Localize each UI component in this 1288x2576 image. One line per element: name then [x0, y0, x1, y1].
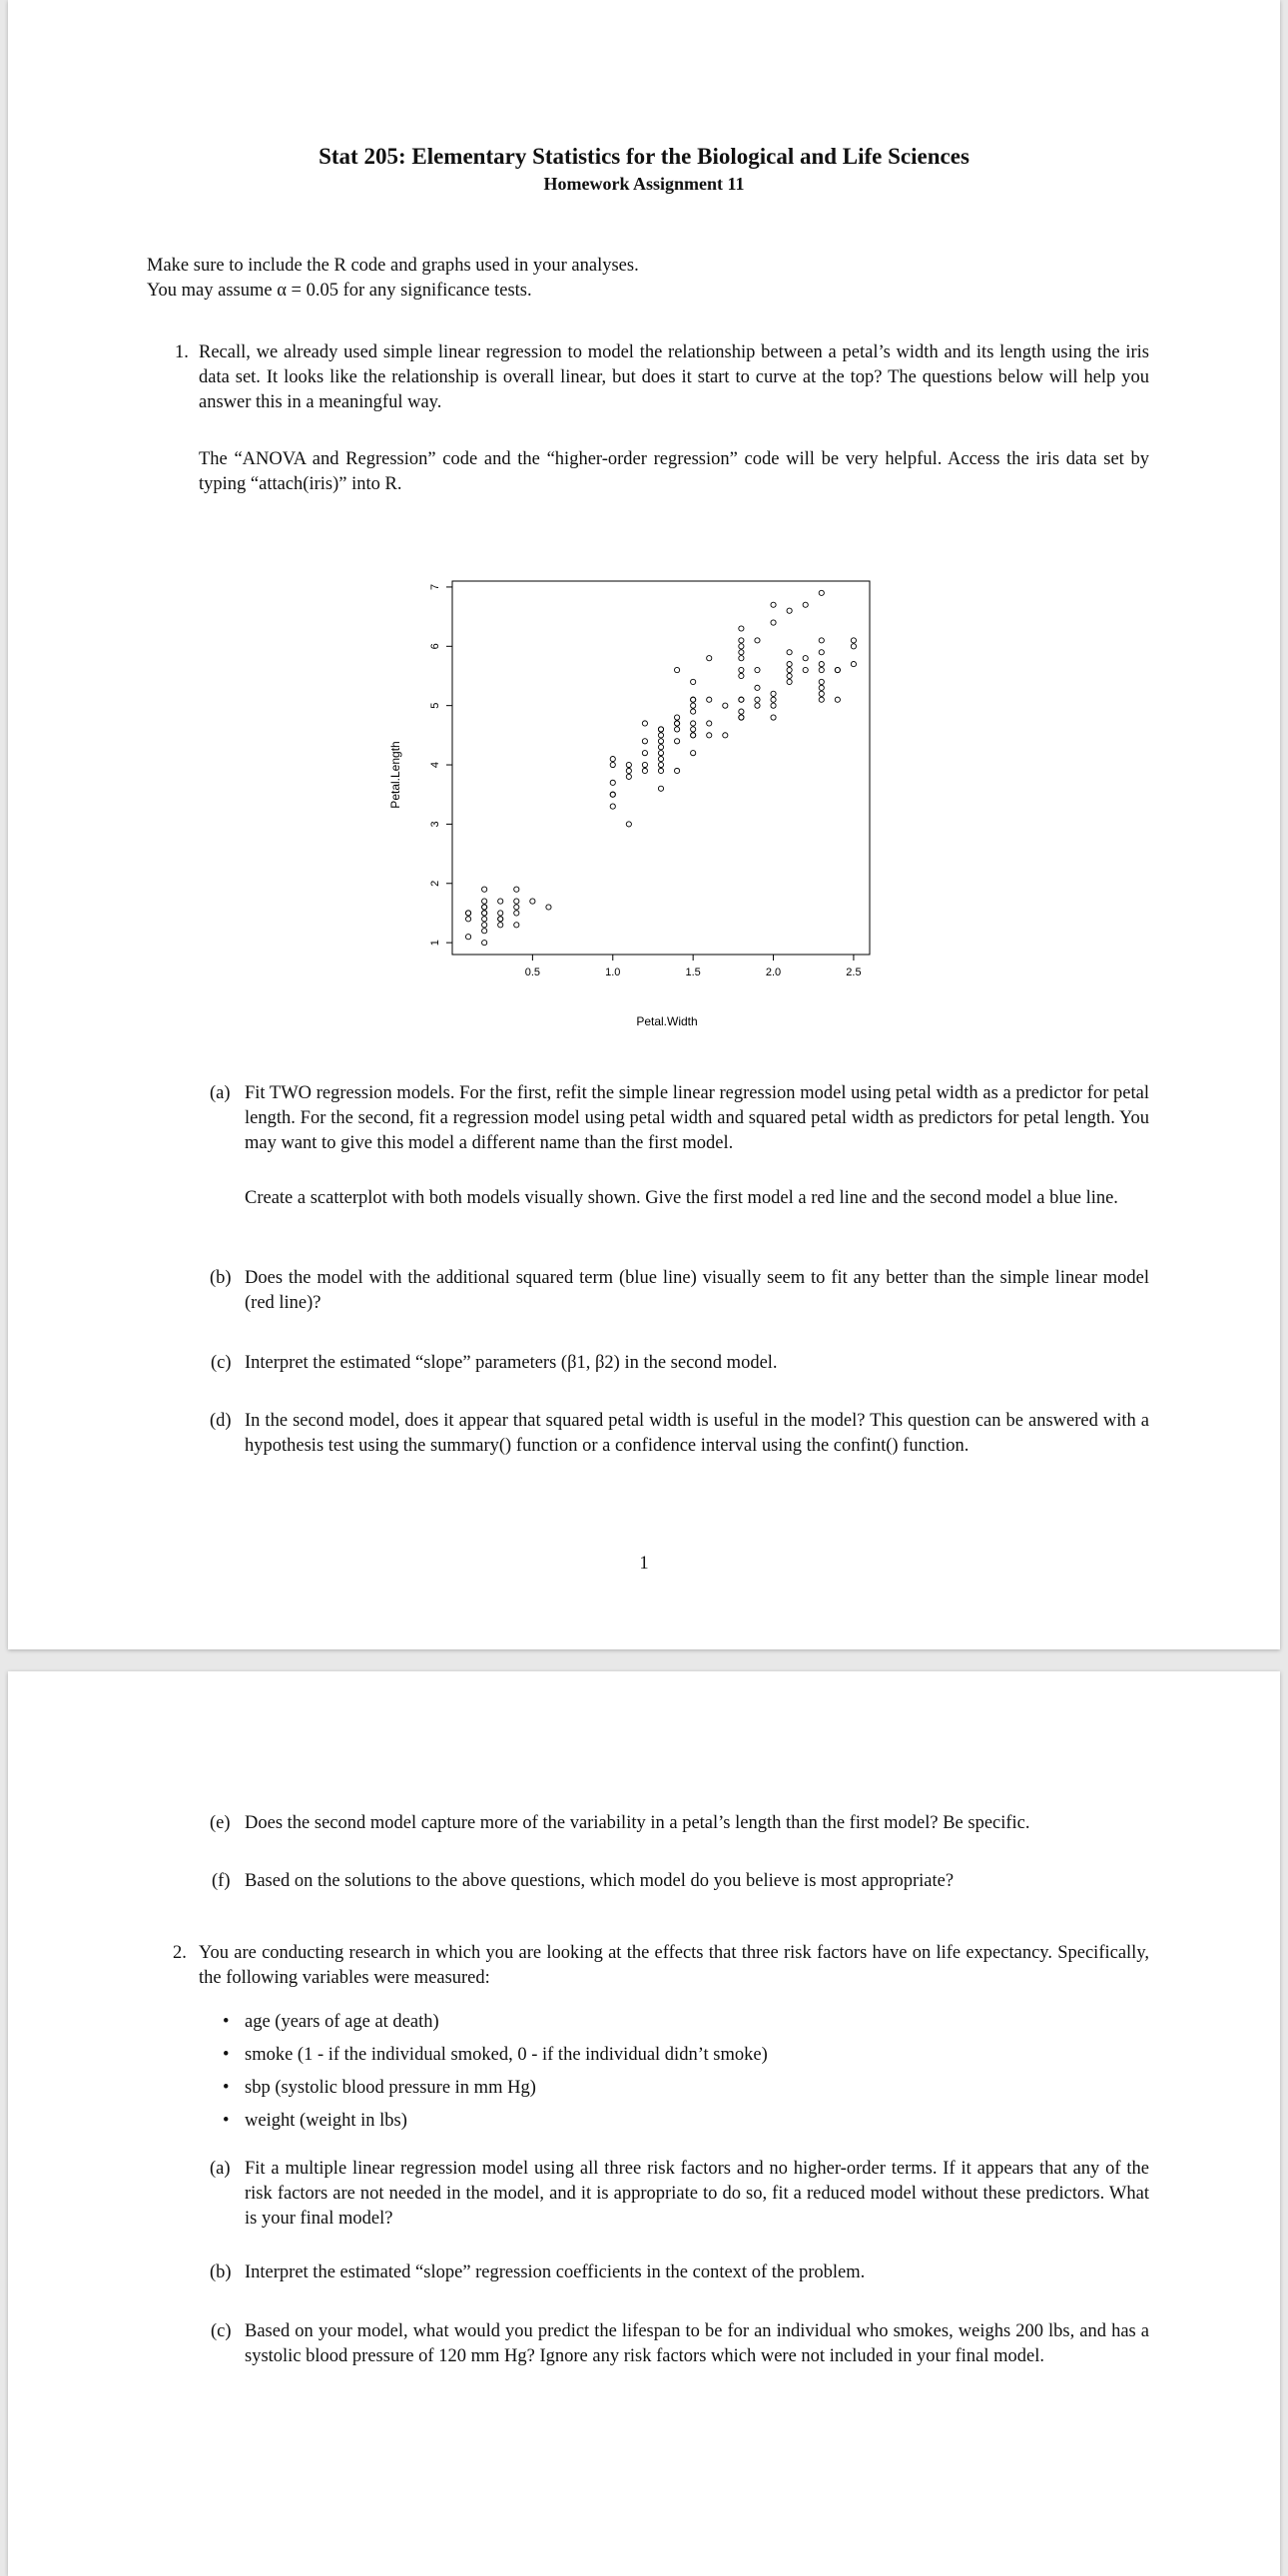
data-point: [723, 703, 728, 708]
data-point: [514, 887, 519, 892]
data-point: [739, 709, 744, 714]
data-point: [755, 685, 760, 690]
data-point: [674, 739, 679, 744]
question-1-instructions: The “ANOVA and Regression” code and the “higher-order regression” code will be very helpful. Access the iris data set by typing “attach(iris)” into R.: [199, 449, 1149, 494]
data-point: [482, 917, 487, 922]
data-point: [739, 650, 744, 655]
data-point: [739, 697, 744, 702]
y-tick-label: 2: [429, 880, 441, 887]
data-point: [658, 745, 663, 750]
q1-part-a-text: Fit TWO regression models. For the first, refit the simple linear regression model using petal width as a predictor for petal length. For the second, fit a regression model using petal width and squared petal width as predictors for petal length. You may want to give this model a different name than the first model.: [245, 1083, 1149, 1153]
data-point: [691, 709, 696, 714]
data-point: [771, 691, 776, 696]
data-point: [819, 685, 824, 690]
data-point: [514, 911, 519, 916]
data-point: [691, 727, 696, 732]
bullet-dot: •: [223, 2012, 230, 2032]
data-point: [819, 667, 824, 672]
data-point: [851, 644, 856, 649]
document-title: Stat 205: Elementary Statistics for the Biological and Life Sciences: [319, 144, 969, 169]
data-point: [739, 715, 744, 720]
q1-part-f-label: (f): [212, 1871, 231, 1891]
x-tick-label: 2.0: [765, 966, 782, 978]
data-point: [610, 780, 615, 785]
intro-line-2: You may assume α = 0.05 for any significance tests.: [147, 281, 532, 301]
bullet-dot: •: [223, 2111, 230, 2131]
data-point: [771, 697, 776, 702]
intro-line-1: Make sure to include the R code and graphs used in your analyses.: [147, 256, 639, 276]
data-point: [755, 667, 760, 672]
q2-part-a-label: (a): [210, 2159, 231, 2179]
page-number: 1: [639, 1554, 649, 1574]
data-point: [465, 917, 470, 922]
data-point: [482, 923, 487, 928]
data-point: [514, 905, 519, 910]
q1-part-b-text: Does the model with the additional squared term (blue line) visually seem to fit any better than the simple linear model (red line)?: [245, 1268, 1149, 1313]
data-point: [482, 887, 487, 892]
data-point: [626, 762, 631, 767]
data-point: [530, 899, 535, 904]
y-tick-label: 1: [429, 940, 441, 947]
data-point: [482, 941, 487, 946]
data-point: [835, 697, 840, 702]
y-tick-label: 5: [429, 702, 441, 709]
data-point: [819, 691, 824, 696]
data-point: [626, 768, 631, 773]
data-point: [739, 626, 744, 631]
question-2-number: 2.: [173, 1943, 187, 1963]
data-point: [771, 602, 776, 607]
data-point: [707, 656, 712, 661]
data-point: [819, 679, 824, 684]
data-point: [642, 762, 647, 767]
variable-smoke: smoke (1 - if the individual smoked, 0 - if the individual didn’t smoke): [245, 2045, 768, 2065]
data-point: [626, 822, 631, 827]
data-point: [755, 638, 760, 643]
data-point: [674, 768, 679, 773]
x-tick-label: 0.5: [524, 966, 541, 978]
iris-scatterplot: [377, 569, 897, 1038]
data-point: [739, 638, 744, 643]
variable-age: age (years of age at death): [245, 2012, 439, 2032]
data-point: [610, 804, 615, 809]
data-point: [739, 644, 744, 649]
y-tick-label: 6: [429, 643, 441, 650]
question-2-text: You are conducting research in which you are looking at the effects that three risk factors have on life expectancy. Specifically, the following variables were measured:: [199, 1943, 1149, 1988]
data-point: [691, 703, 696, 708]
data-point: [691, 679, 696, 684]
data-point: [771, 703, 776, 708]
data-point: [835, 667, 840, 672]
data-point: [819, 590, 824, 595]
data-point: [658, 756, 663, 761]
data-point: [498, 923, 503, 928]
data-point: [707, 733, 712, 738]
question-1-text: Recall, we already used simple linear regression to model the relationship between a petal’s width and its length using the iris data set. It looks like the relationship is overall linear, but does it start to curve at the top? The questions below will help you answer this in a meaningful way.: [199, 342, 1149, 412]
data-point: [803, 656, 808, 661]
data-point: [819, 662, 824, 667]
data-point: [610, 762, 615, 767]
q2-part-b-text: Interpret the estimated “slope” regression coefficients in the context of the problem.: [245, 2262, 866, 2282]
data-point: [658, 733, 663, 738]
data-point: [787, 667, 792, 672]
data-point: [691, 721, 696, 726]
data-point: [642, 721, 647, 726]
data-point: [739, 656, 744, 661]
data-point: [787, 673, 792, 678]
q1-part-e-label: (e): [210, 1813, 231, 1833]
data-point: [626, 774, 631, 779]
data-point: [610, 792, 615, 797]
data-point: [691, 733, 696, 738]
data-point: [674, 727, 679, 732]
question-1-number: 1.: [175, 342, 189, 362]
data-point: [514, 899, 519, 904]
data-point: [771, 715, 776, 720]
data-point: [739, 673, 744, 678]
q1-part-c-label: (c): [211, 1353, 232, 1373]
data-point: [642, 768, 647, 773]
data-point: [771, 620, 776, 625]
data-point: [674, 667, 679, 672]
data-point: [658, 762, 663, 767]
data-point: [819, 650, 824, 655]
data-point: [546, 905, 551, 910]
data-point: [465, 935, 470, 940]
data-point: [658, 786, 663, 791]
y-tick-label: 4: [429, 761, 441, 769]
q1-part-c-text: Interpret the estimated “slope” parameters (β1, β2) in the second model.: [245, 1353, 778, 1373]
data-point: [787, 662, 792, 667]
data-point: [707, 697, 712, 702]
data-point: [498, 911, 503, 916]
data-point: [755, 703, 760, 708]
data-point: [851, 638, 856, 643]
data-point: [658, 768, 663, 773]
data-point: [787, 608, 792, 613]
data-point: [482, 929, 487, 934]
x-tick-label: 1.0: [605, 966, 621, 978]
data-point: [691, 751, 696, 756]
document-page-1: [8, 0, 1280, 1649]
document-page-2: [8, 1671, 1280, 2576]
data-point: [482, 899, 487, 904]
data-point: [819, 697, 824, 702]
x-axis-label: Petal.Width: [636, 1014, 698, 1028]
data-point: [642, 751, 647, 756]
data-point: [787, 650, 792, 655]
q2-part-c-label: (c): [211, 2321, 232, 2341]
data-point: [658, 727, 663, 732]
data-point: [739, 667, 744, 672]
data-point: [851, 662, 856, 667]
data-point: [658, 751, 663, 756]
bullet-dot: •: [223, 2078, 230, 2098]
y-axis-label: Petal.Length: [388, 741, 402, 809]
data-point: [465, 911, 470, 916]
data-point: [819, 638, 824, 643]
data-point: [707, 721, 712, 726]
data-point: [642, 739, 647, 744]
data-point: [755, 697, 760, 702]
bullet-dot: •: [223, 2045, 230, 2065]
y-tick-label: 7: [429, 583, 441, 590]
q1-part-b-label: (b): [210, 1268, 232, 1288]
data-point: [498, 899, 503, 904]
data-point: [674, 715, 679, 720]
data-point: [674, 721, 679, 726]
data-point: [514, 923, 519, 928]
q1-part-f-text: Based on the solutions to the above questions, which model do you believe is most appropriate?: [245, 1871, 955, 1891]
data-point: [691, 697, 696, 702]
data-point: [610, 756, 615, 761]
x-tick-label: 1.5: [685, 966, 701, 978]
data-point: [658, 739, 663, 744]
q1-part-d-label: (d): [210, 1411, 232, 1431]
data-point: [787, 679, 792, 684]
data-point: [482, 911, 487, 916]
x-tick-label: 2.5: [846, 966, 862, 978]
q2-part-a-text: Fit a multiple linear regression model using all three risk factors and no higher-order terms. If it appears that any of the risk factors are not needed in the model, and it is appropriate to do so, fit a reduced model without these predictors. What is your final model?: [245, 2159, 1149, 2229]
q2-part-b-label: (b): [210, 2262, 232, 2282]
y-tick-label: 3: [429, 821, 441, 828]
q1-part-a-plot-instructions: Create a scatterplot with both models visually shown. Give the first model a red line and the second model a blue line.: [245, 1188, 1118, 1208]
data-point: [803, 602, 808, 607]
data-point: [482, 905, 487, 910]
document-subtitle: Homework Assignment 11: [543, 174, 745, 194]
q1-part-e-text: Does the second model capture more of the variability in a petal’s length than the first model? Be specific.: [245, 1813, 1030, 1833]
variable-weight: weight (weight in lbs): [245, 2111, 407, 2131]
variable-sbp: sbp (systolic blood pressure in mm Hg): [245, 2078, 536, 2098]
data-point: [498, 917, 503, 922]
data-point: [723, 733, 728, 738]
q1-part-a-label: (a): [210, 1083, 231, 1103]
q1-part-d-text: In the second model, does it appear that squared petal width is useful in the model? This question can be answered with a hypothesis test using the summary() function or a confidence interval using the confint() function.: [245, 1411, 1149, 1456]
data-point: [803, 667, 808, 672]
q2-part-c-text: Based on your model, what would you predict the lifespan to be for an individual who smokes, weighs 200 lbs, and has a systolic blood pressure of 120 mm Hg? Ignore any risk factors which were not included in your final model.: [245, 2321, 1149, 2366]
